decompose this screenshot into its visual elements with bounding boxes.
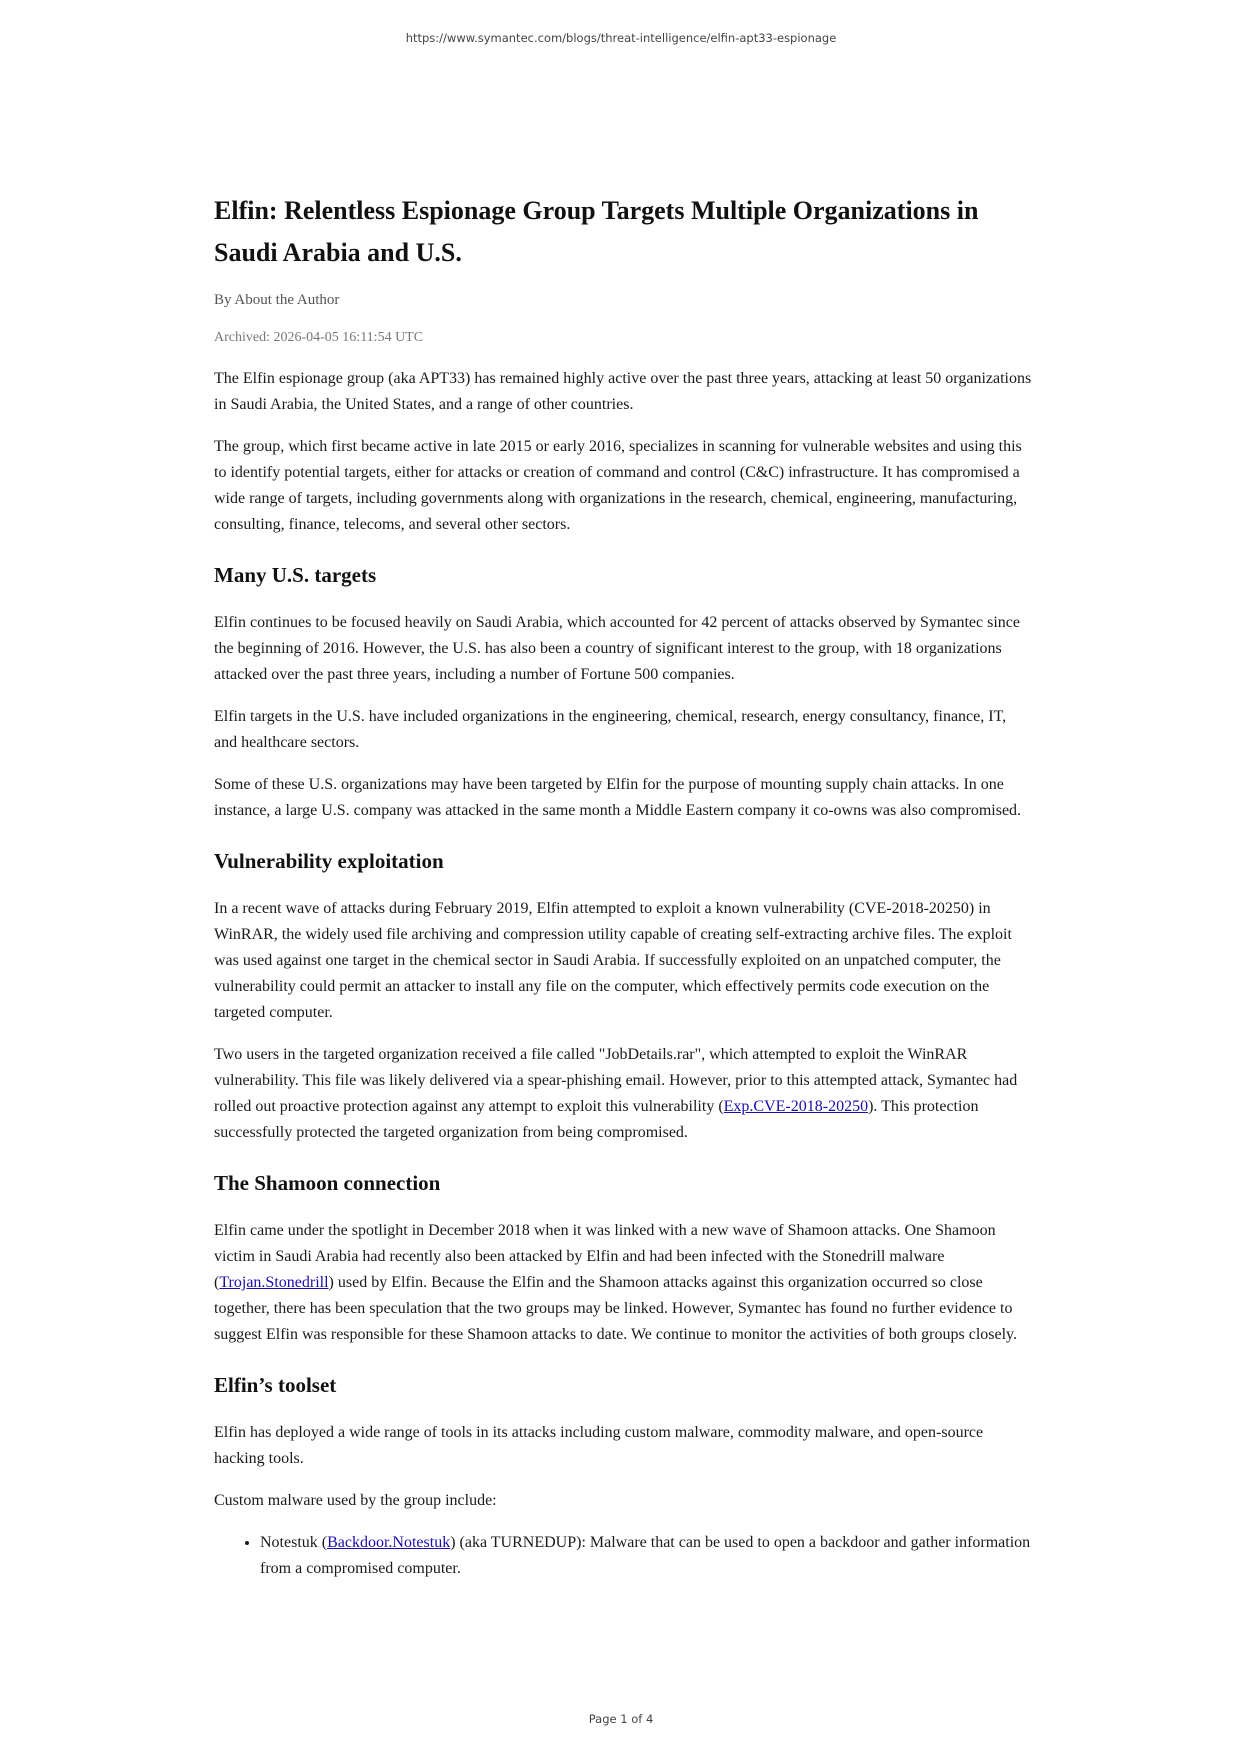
us-targets-paragraph-3: Some of these U.S. organizations may have been targeted by Elfin for the purpose of mounting supply chain attacks. In one instance, a large U.S. company was attacked in the same month a Middle Eastern company it co-owns was also compromised. bbox=[214, 776, 1022, 819]
toolset-paragraph-1: Elfin has deployed a wide range of tools in its attacks including custom malware, commodity malware, and open-source hacking tools. bbox=[214, 1424, 984, 1467]
text-span: ). This protection successfully protected the targeted organization from being compromised. bbox=[214, 1098, 979, 1141]
intro-paragraph-1: The Elfin espionage group (aka APT33) has remained highly active over the past three years, attacking at least 50 organizations in Saudi Arabia, the United States, and a range of other countries. bbox=[214, 370, 1032, 413]
toolset-paragraph-2: Custom malware used by the group include: bbox=[214, 1492, 497, 1509]
us-targets-paragraph-1: Elfin continues to be focused heavily on Saudi Arabia, which accounted for 42 percent of attacks observed by Symantec since the beginning of 2016. However, the U.S. has also been a country of significant interest to the group, with 18 organizations attacked over the past three years, including a number of Fortune 500 companies. bbox=[214, 614, 1020, 683]
section-heading-shamoon: The Shamoon connection bbox=[214, 1171, 441, 1195]
page-url: https://www.symantec.com/blogs/threat-intelligence/elfin-apt33-espionage bbox=[405, 31, 837, 45]
trojan-stonedrill-link[interactable]: Trojan.Stonedrill bbox=[219, 1274, 329, 1291]
us-targets-paragraph-2: Elfin targets in the U.S. have included organizations in the engineering, chemical, research, energy consultancy, finance, IT, and healthcare sectors. bbox=[214, 708, 1007, 751]
byline: By About the Author bbox=[214, 292, 340, 308]
archived-timestamp: Archived: 2026-04-05 16:11:54 UTC bbox=[214, 330, 424, 345]
text-span: ) used by Elfin. Because the Elfin and the Shamoon attacks against this organization occurred so close together, there has been speculation that the two groups may be linked. However, Symantec has found no further evidence to suggest Elfin was responsible for these Shamoon attacks to date. We continue to monitor the activities of both groups closely. bbox=[214, 1274, 1017, 1343]
article-title: Elfin: Relentless Espionage Group Targets Multiple Organizations in Saudi Arabia and U.S. bbox=[214, 196, 979, 267]
section-heading-toolset: Elfin’s toolset bbox=[214, 1373, 337, 1397]
text-span: Two users in the targeted organization received a file called "JobDetails.rar", which attempted to exploit the WinRAR vulnerability. This file was likely delivered via a spear-phishing email. However, prior to this attempted attack, Symantec had rolled out proactive protection against any attempt to exploit this vulnerability ( bbox=[214, 1046, 1018, 1115]
text-span: Elfin came under the spotlight in December 2018 when it was linked with a new wave of Shamoon attacks. One Shamoon victim in Saudi Arabia had recently also been attacked by Elfin and had been infected with the Stonedrill malware ( bbox=[214, 1222, 996, 1291]
exp-cve-link[interactable]: Exp.CVE-2018-20250 bbox=[723, 1098, 869, 1115]
text-span: Notestuk ( bbox=[260, 1534, 328, 1551]
shamoon-paragraph-1 bbox=[214, 1218, 1032, 1348]
intro-paragraph-2: The group, which first became active in late 2015 or early 2016, specializes in scanning for vulnerable websites and using this to identify potential targets, either for attacks or creation of command and control (C&C) infrastructure. It has compromised a wide range of targets, including governments along with organizations in the research, chemical, engineering, manufacturing, consulting, finance, telecoms, and several other sectors. bbox=[214, 438, 1022, 533]
malware-list bbox=[214, 1530, 1032, 1582]
list-item bbox=[260, 1530, 1032, 1582]
vulnerability-paragraph-2 bbox=[214, 1042, 1032, 1146]
vulnerability-paragraph-1: In a recent wave of attacks during February 2019, Elfin attempted to exploit a known vulnerability (CVE-2018-20250) in WinRAR, the widely used file archiving and compression utility capable of creating self-extracting archive files. The exploit was used against one target in the chemical sector in Saudi Arabia. If successfully exploited on an unpatched computer, the vulnerability could permit an attacker to install any file on the computer, which effectively permits code execution on the targeted computer. bbox=[214, 900, 1012, 1021]
article bbox=[214, 190, 1032, 1582]
text-span: ) (aka TURNEDUP): Malware that can be used to open a backdoor and gather information from a compromised computer. bbox=[260, 1534, 1031, 1577]
section-heading-vulnerability: Vulnerability exploitation bbox=[214, 849, 444, 873]
page-number: Page 1 of 4 bbox=[588, 1712, 654, 1726]
section-heading-us-targets: Many U.S. targets bbox=[214, 563, 377, 587]
backdoor-notestuk-link[interactable]: Backdoor.Notestuk bbox=[327, 1534, 451, 1551]
